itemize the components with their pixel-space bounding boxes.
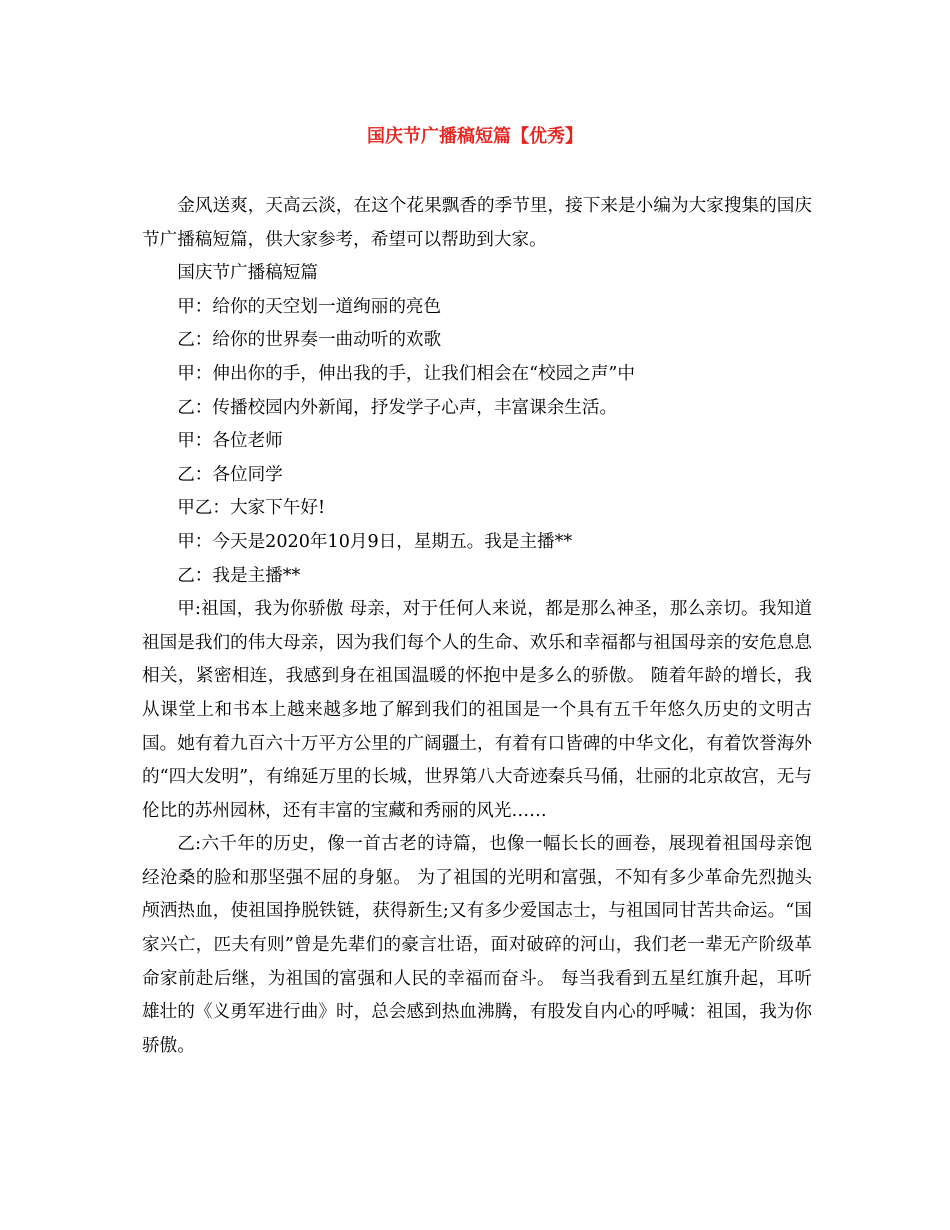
document-title: 国庆节广播稿短篇【优秀】 [367,126,583,147]
dialogue-line: 甲：各位老师 [177,431,283,452]
dialogue-line: 乙：传播校园内外新闻，抒发学子心声，丰富课余生活。 [177,397,618,418]
dialogue-line: 乙：我是主播** [177,565,301,586]
body-paragraph: 乙:六千年的历史，像一首古老的诗篇，也像一幅长长的画卷，展现着祖国母亲饱经沧桑的脸和那坚强不屈的身躯。 为了祖国的光明和富强，不知有多少革命先烈抛头颅洒热血，使祖国挣脱铁链，获得新生;又有多少爱国志士，与祖国同甘苦共命运。“国家兴亡，匹夫有则”曾是先辈们的豪言壮语，面对破碎的河山，我们老一辈无产阶级革命家前赴后继，为祖国的富强和人民的幸福而奋斗。 每当我看到五星红旗升起，耳听雄壮的《义勇军进行曲》时，总会感到热血沸腾，有股发自内心的呼喊：祖国，我为你骄傲。 [142,834,812,1056]
dialogue-line: 甲：给你的天空划一道绚丽的亮色 [177,296,442,317]
dialogue-line: 甲：伸出你的手，伸出我的手，让我们相会在“校园之声”中 [177,363,636,384]
document-body [142,190,812,1063]
section-heading: 国庆节广播稿短篇 [177,263,318,284]
intro-paragraph: 金风送爽，天高云淡，在这个花果飘香的季节里，接下来是小编为大家搜集的国庆节广播稿短篇，供大家参考，希望可以帮助到大家。 [142,196,812,250]
dialogue-line: 乙：各位同学 [177,464,283,485]
dialogue-line: 甲乙：大家下午好! [177,498,326,519]
dialogue-line: 乙：给你的世界奏一曲动听的欢歌 [177,330,442,351]
body-paragraph: 甲:祖国，我为你骄傲 母亲，对于任何人来说，都是那么神圣，那么亲切。我知道祖国是我们的伟大母亲，因为我们每个人的生命、欢乐和幸福都与祖国母亲的安危息息相关，紧密相连，我感到身在祖国温暖的怀抱中是多么的骄傲。 随着年龄的增长，我从课堂上和书本上越来越多地了解到我们的祖国是一个具有五千年悠久历史的文明古国。她有着九百六十万平方公里的广阔疆土，有着有口皆碑的中华文化，有着饮誉海外的“四大发明”，有绵延万里的长城，世界第八大奇迹秦兵马俑，壮丽的北京故宫，无与伦比的苏州园林，还有丰富的宝藏和秀丽的风光…… [142,599,812,821]
dialogue-line: 甲：今天是2020年10月9日，星期五。我是主播** [177,531,573,552]
